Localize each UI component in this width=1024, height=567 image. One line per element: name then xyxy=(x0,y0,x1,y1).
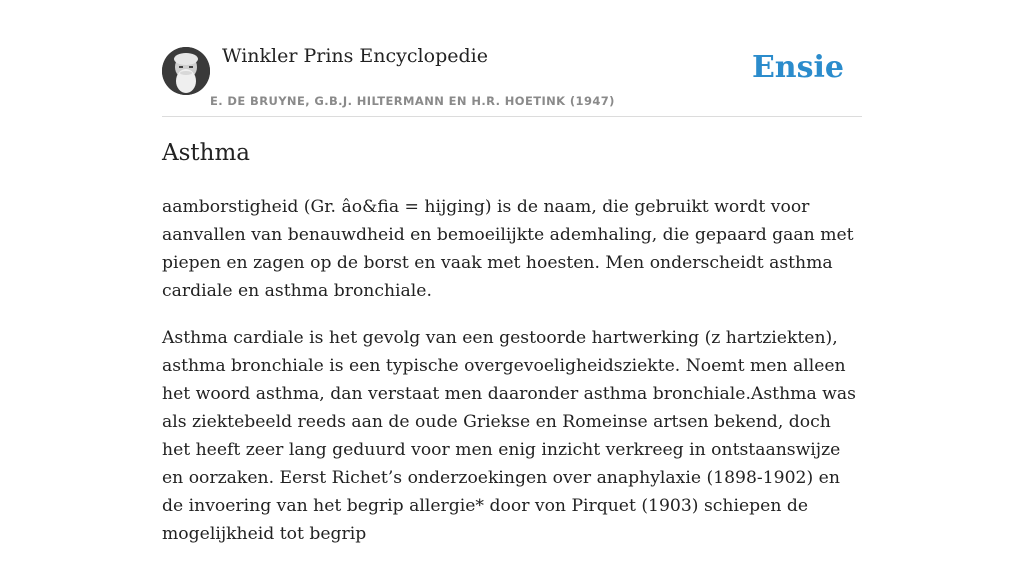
ensie-logo-link[interactable]: Ensie xyxy=(751,50,844,85)
author-avatar[interactable] xyxy=(162,47,210,95)
page xyxy=(162,0,862,544)
page-header xyxy=(162,0,862,117)
book-title[interactable]: Winkler Prins Encyclopedie xyxy=(222,45,488,67)
entry-paragraph: Asthma cardiale is het gevolg van een gestoorde hartwerking (z hartziekten), asthma bronchiale is een typische overgevoeligheidsziekte. Noemt men alleen het woord asthma, dan verstaat men daaronder asthma bronchiale.Asthma was als ziektebeeld reeds aan de oude Griekse en Romeinse artsen bekend, doch het heeft zeer lang geduurd voor men enig inzicht verkreeg in ontstaanswijze en oorzaken. Eerst Richet’s onderzoekingen over anaphylaxie (1898-1902) en de invoering van het begrip allergie* door von Pirquet (1903) schiepen de mogelijkheid tot begrip xyxy=(162,328,856,544)
entry-title: Asthma xyxy=(162,140,250,166)
entry-paragraph: aamborstigheid (Gr. âo&fia = hijging) is de naam, die gebruikt wordt voor aanvallen van benauwdheid en bemoeilijkte ademhaling, die gepaard gaan met piepen en zagen op de borst en vaak met hoesten. Men onderscheidt asthma cardiale en asthma bronchiale. xyxy=(162,197,854,301)
book-authors: E. DE BRUYNE, G.B.J. HILTERMANN EN H.R. HOETINK (1947) xyxy=(210,94,615,108)
portrait-image xyxy=(162,47,210,95)
entry-body xyxy=(162,193,862,567)
